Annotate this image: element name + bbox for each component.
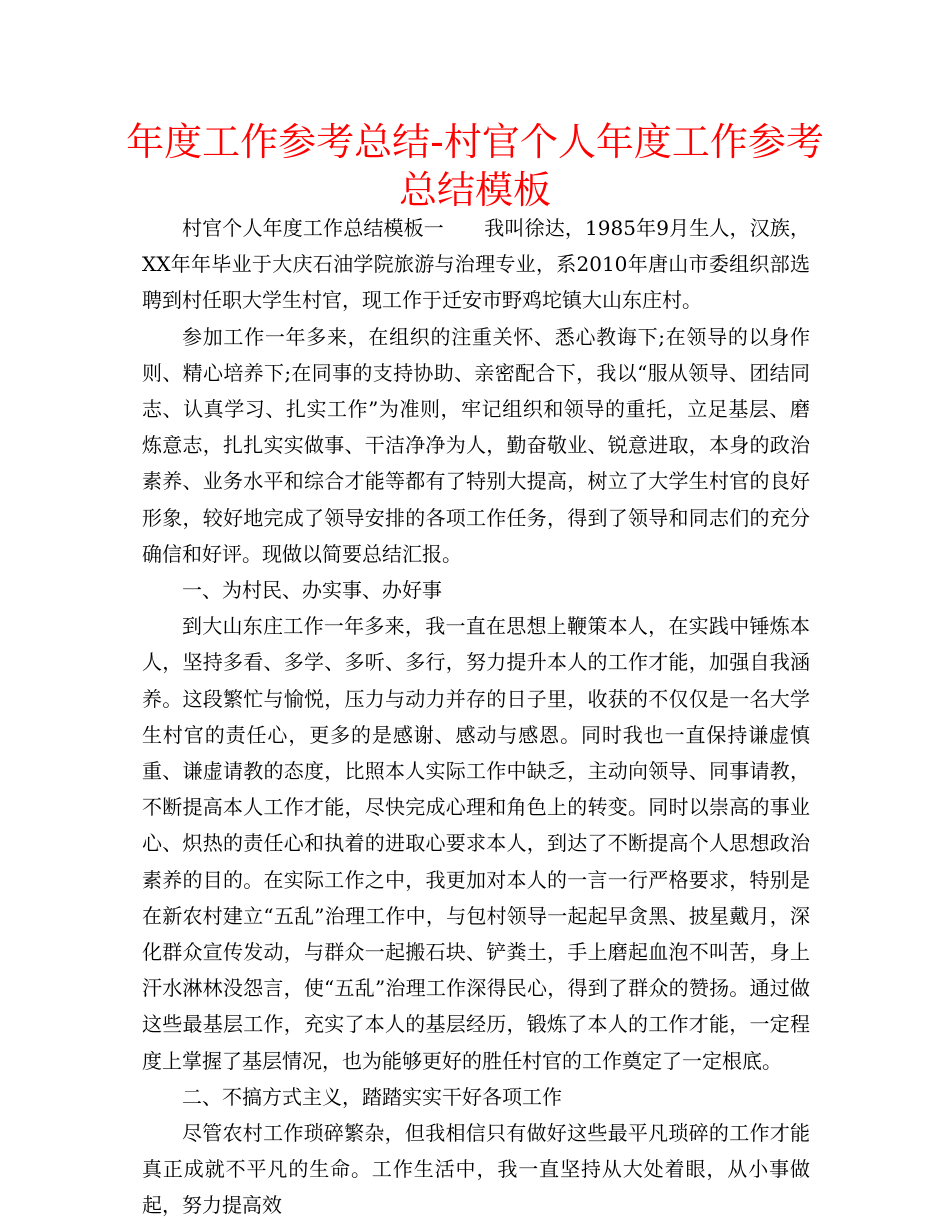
paragraph-section-2: 尽管农村工作琐碎繁杂，但我相信只有做好这些最平凡琐碎的工作才能真正成就不平凡的生命。工作生活中，我一直坚持从大处着眼，从小事做起，努力提高效 — [142, 1121, 810, 1218]
paragraph-intro: 村官个人年度工作总结模板一 我叫徐达，1985年9月生人，汉族，XX年年毕业于大庆石油学院旅游与治理专业，系2010年唐山市委组织部选聘到村任职大学生村官，现工作于迁安市野鸡坨镇大山东庄村。 — [142, 216, 810, 313]
document-title: 年度工作参考总结-村官个人年度工作参考总结模板 — [126, 120, 824, 212]
section-heading-1: 一、为村民、办实事、办好事 — [182, 578, 442, 603]
paragraph-section-1: 到大山东庄工作一年多来，我一直在思想上鞭策本人，在实践中锤炼本人，坚持多看、多学、多听、多行，努力提升本人的工作才能，加强自我涵养。这段繁忙与愉悦，压力与动力并存的日子里，收获的不仅仅是一名大学生村官的责任心，更多的是感谢、感动与感恩。同时我也一直保持谦虚慎重、谦虚请教的态度，比照本人实际工作中缺乏，主动向领导、同事请教，不断提高本人工作才能，尽快完成心理和角色上的转变。同时以崇高的事业心、炽热的责任心和执着的进取心要求本人，到达了不断提高个人思想政治素养的目的。在实际工作之中，我更加对本人的一言一行严格要求，特别是在新农村建立“五乱”治理工作中，与包村领导一起起早贪黑、披星戴月，深化群众宣传发动，与群众一起搬石块、铲粪土，手上磨起血泡不叫苦，身上汗水淋林没怨言，使“五乱”治理工作深得民心，得到了群众的赞扬。通过做这些最基层工作，充实了本人的基层经历，锻炼了本人的工作才能，一定程度上掌握了基层情况，也为能够更好的胜任村官的工作奠定了一定根底。 — [142, 614, 810, 1073]
paragraph-overview: 参加工作一年多来，在组织的注重关怀、悉心教诲下;在领导的以身作则、精心培养下;在同事的支持协助、亲密配合下，我以“服从领导、团结同志、认真学习、扎实工作”为准则，牢记组织和领导的重托，立足基层、磨炼意志，扎扎实实做事、干洁净净为人，勤奋敬业、锐意进取，本身的政治素养、业务水平和综合才能等都有了特别大提高，树立了大学生村官的良好形象，较好地完成了领导安排的各项工作任务，得到了领导和同志们的充分确信和好评。现做以简要总结汇报。 — [142, 324, 810, 566]
section-heading-2: 二、不搞方式主义，踏踏实实干好各项工作 — [182, 1084, 562, 1109]
document-body — [142, 210, 810, 1224]
